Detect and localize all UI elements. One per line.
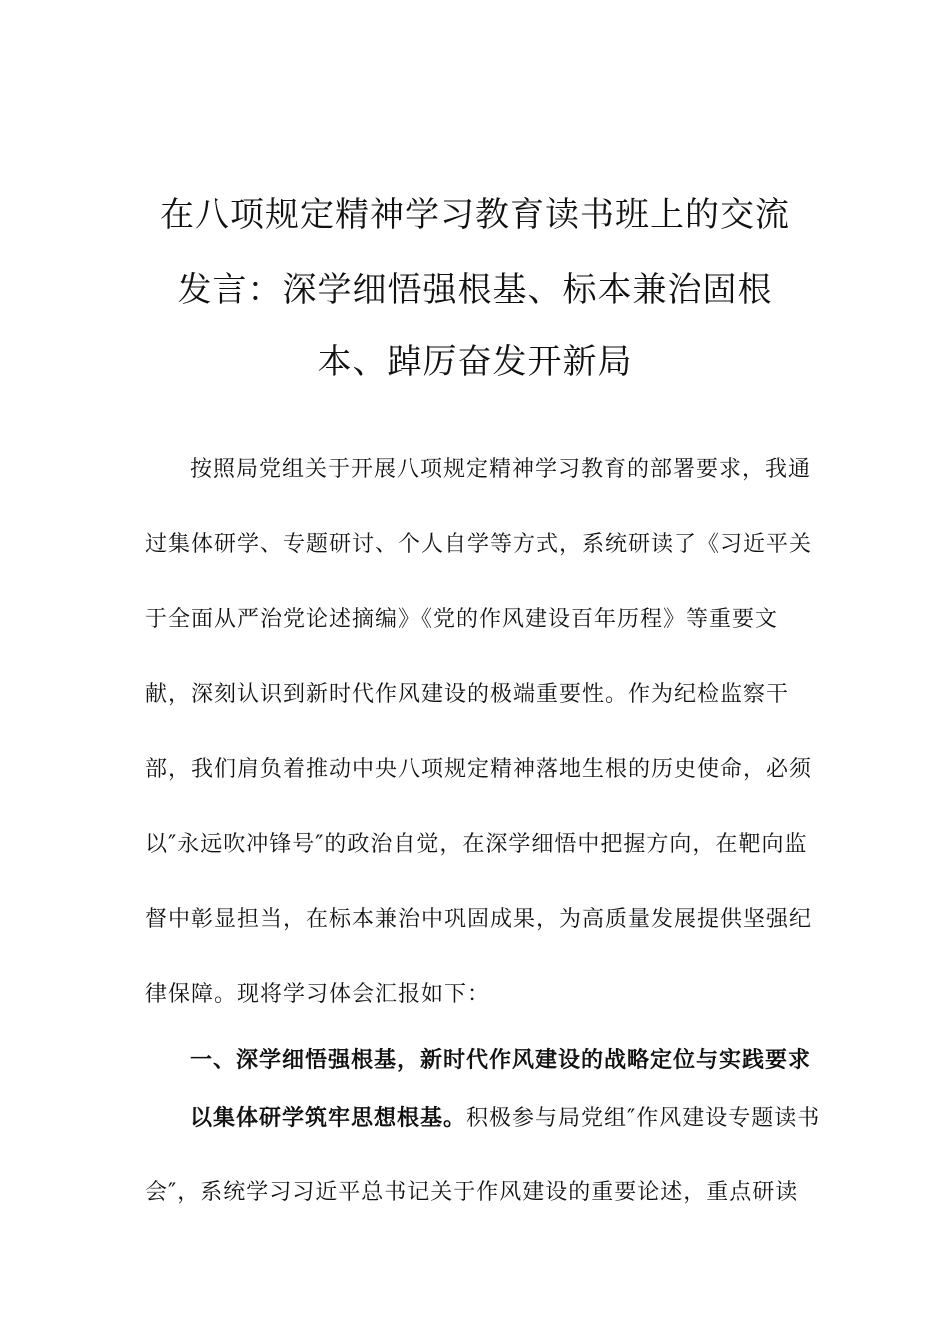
intro-line-2: 过集体研学、专题研讨、个人自学等方式，系统研读了《习近平关: [145, 532, 813, 557]
intro-line-4: 献，深刻认识到新时代作风建设的极端重要性。作为纪检监察干: [145, 682, 790, 707]
section-1-heading: 一、深学细悟强根基，新时代作风建设的战略定位与实践要求: [190, 1047, 812, 1073]
intro-line-1: 按照局党组关于开展八项规定精神学习教育的部署要求，我通: [190, 457, 812, 482]
para-text: 积极参与局党组″作风建设专题读书: [466, 1106, 821, 1131]
para-lead-bold: 以集体研学筑牢思想根基。: [190, 1105, 467, 1131]
intro-line-3: 于全面从严治党论述摘编》《党的作风建设百年历程》等重要文: [145, 607, 779, 632]
section-1-para-line-1: [190, 1104, 820, 1133]
title-line-1: 在八项规定精神学习教育读书班上的交流: [160, 195, 790, 235]
title-line-3: 本、踔厉奋发开新局: [317, 342, 633, 382]
intro-line-5: 部，我们肩负着推动中央八项规定精神落地生根的历史使命，必须: [145, 757, 813, 782]
title-line-2: 发言：深学细悟强根基、标本兼治固根: [177, 270, 773, 310]
intro-line-6: 以″永远吹冲锋号″的政治自觉，在深学细悟中把握方向，在靶向监: [145, 832, 808, 857]
section-1-para-line-2: 会″，系统学习习近平总书记关于作风建设的重要论述，重点研读: [145, 1180, 799, 1205]
intro-line-8: 律保障。现将学习体会汇报如下：: [145, 982, 491, 1007]
intro-line-7: 督中彰显担当，在标本兼治中巩固成果，为高质量发展提供坚强纪: [145, 907, 813, 932]
